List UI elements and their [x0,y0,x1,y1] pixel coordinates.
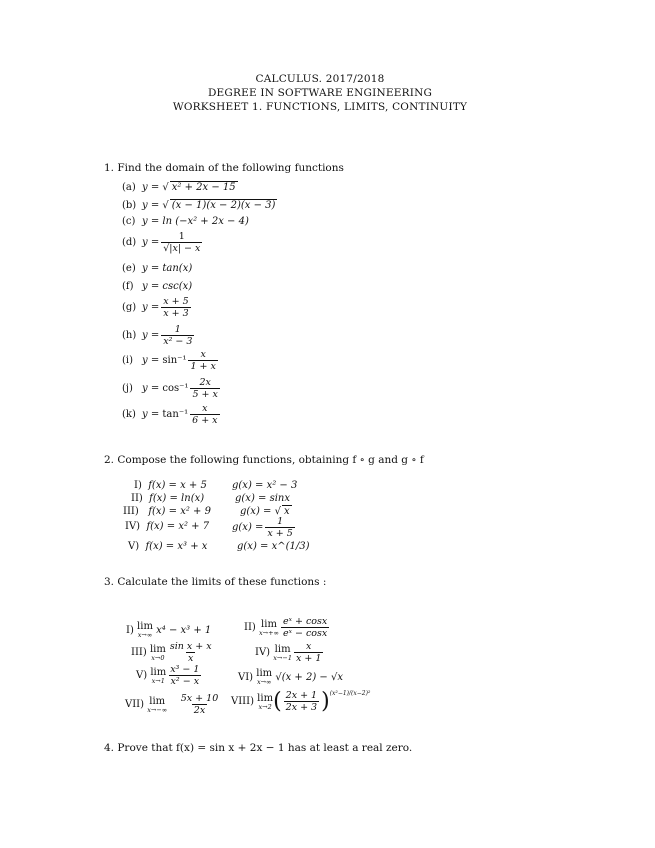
q2-row-2: II) f(x) = ln(x) g(x) = sinx [131,493,290,504]
limit-7: VII) lim x→−∞ $\frac{5x + 10}{2x}$ [125,693,219,716]
q2-row-5: V) f(x) = x³ + x g(x) = x^(1/3) [128,541,310,552]
q1-item-d: (d) y = $\frac{1}{√|x| - x}$ [122,231,201,254]
limit-1: I) lim x→∞ x⁴ − x³ + 1 [126,621,212,639]
question-1-title: 1. Find the domain of the following functions [104,162,344,174]
q1-item-a: (a) y = √ x² + 2x − 15 [122,181,236,193]
question-3-title: 3. Calculate the limits of these functions : [104,576,327,588]
limit-4: IV) lim x→−1 $\frac{x}{x + 1}$ [255,641,322,664]
q2-row-3: III) f(x) = x² + 9 g(x) = √ x [123,506,290,517]
limit-2: II) lim x→+∞ $\frac{\text{eˣ + cosx}}{\text{eˣ − cosx}}$ [244,616,328,639]
q1-item-f: (f) y = csc(x) [122,281,193,292]
limit-5: V) lim x→1 $\frac{\text{x³ − 1}}{\text{x² − x}}$ [136,664,200,687]
limit-3: III) lim x→0 $\frac{\text{sin x + x}}{x}$ [131,641,212,664]
q1-item-c: (c) y = ln (−x² + 2x − 4) [122,216,249,227]
degree-title: DEGREE IN SOFTWARE ENGINEERING [207,87,433,99]
worksheet-title: WORKSHEET 1. FUNCTIONS, LIMITS, CONTINUITY [172,101,468,113]
q1-item-i: (i) y = sin⁻¹ $\frac{x}{1 + x}$ [122,349,216,372]
worksheet-header [0,72,640,114]
q2-row-4: IV) f(x) = x² + 7 g(x) = $\frac{1}{x + 5}$ [125,516,293,539]
limit-6: VI) lim x→∞ √(x + 2) − √x [238,668,344,686]
course-title: CALCULUS. 2017/2018 [255,73,385,85]
q2-row-1: I) f(x) = x + 5 g(x) = x² − 3 [134,480,298,491]
q1-item-j: (j) y = cos⁻¹ $\frac{2x}{5 + x}$ [122,377,218,400]
q1-item-h: (h) y = $\frac{1}{\text{x² − 3}}$ [122,324,193,347]
q1-item-e: (e) y = tan(x) [122,263,193,274]
question-2-title: 2. Compose the following functions, obtaining f ∘ g and g ∘ f [104,454,424,466]
q1-item-k: (k) y = tan⁻¹ $\frac{x}{6 + x}$ [122,403,218,426]
q1-item-g: (g) y = $\frac{x + 5}{x + 3}$ [122,296,189,319]
limit-8: VIII) lim x→2 ( $\frac{2x + 1}{2x + 3}$ ) (x²−1)/(x−2)² [231,688,371,714]
q1-item-b: (b) y = √ (x − 1)(x − 2)(x − 3) [122,199,276,211]
question-4-title: 4. Prove that f(x) = sin x + 2x − 1 has at least a real zero. [104,742,413,754]
